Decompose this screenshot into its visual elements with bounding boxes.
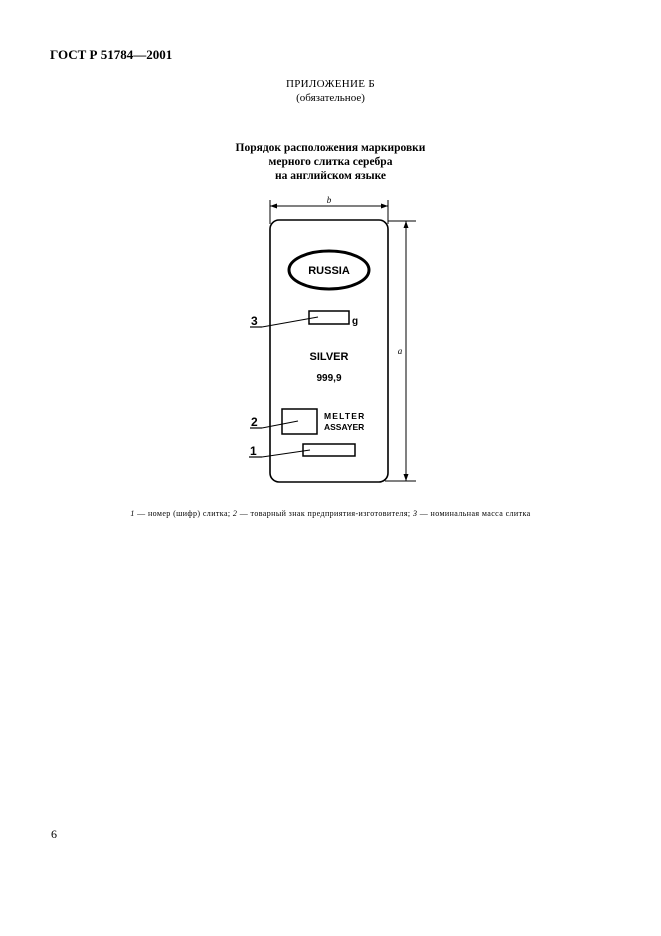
weight-unit-label: g [352, 316, 359, 327]
dim-b-arrow-left [270, 204, 277, 209]
callout-2-leader [262, 421, 298, 428]
fineness-label: 999,9 [316, 373, 342, 384]
caption-text-1: — номер (шифр) слитка; [134, 509, 233, 518]
caption-text-2: — товарный знак предприятия-изготовителя; [237, 509, 413, 518]
figure-title-line-2: мерного слитка серебра [268, 156, 393, 168]
callout-1-label: 1 [250, 444, 257, 458]
serial-number-box [303, 444, 355, 456]
page-number: 6 [51, 827, 57, 841]
caption-number-2: 2 [232, 509, 238, 518]
dim-a-label: a [397, 346, 403, 356]
figure-title [0, 141, 661, 183]
appendix-subtitle: (обязательное) [296, 92, 365, 104]
callout-2-label: 2 [251, 415, 258, 429]
melter-label: MELTER [324, 411, 366, 421]
callout-3-label: 3 [251, 314, 258, 328]
appendix-title: ПРИЛОЖЕНИЕ Б [286, 78, 375, 90]
metal-label: SILVER [309, 351, 349, 363]
dim-a-arrow-bottom [404, 474, 409, 481]
assayer-label: ASSAYER [324, 422, 365, 432]
dim-b-label: b [326, 195, 332, 205]
caption-number-3: 3 [412, 509, 418, 518]
ingot-drawing [240, 190, 430, 490]
figure-title-line-3: на английском языке [274, 170, 387, 182]
figure-caption [0, 509, 661, 518]
caption-number-1: 1 [130, 509, 135, 518]
country-label: RUSSIA [308, 265, 350, 277]
document-code: ГОСТ Р 51784—2001 [50, 47, 173, 62]
caption-text-3: — номинальная масса слитка [417, 509, 531, 518]
trademark-box [282, 409, 317, 434]
dim-b-arrow-right [381, 204, 388, 209]
figure-title-line-1: Порядок расположения маркировки [235, 142, 426, 154]
dim-a-arrow-top [404, 221, 409, 228]
